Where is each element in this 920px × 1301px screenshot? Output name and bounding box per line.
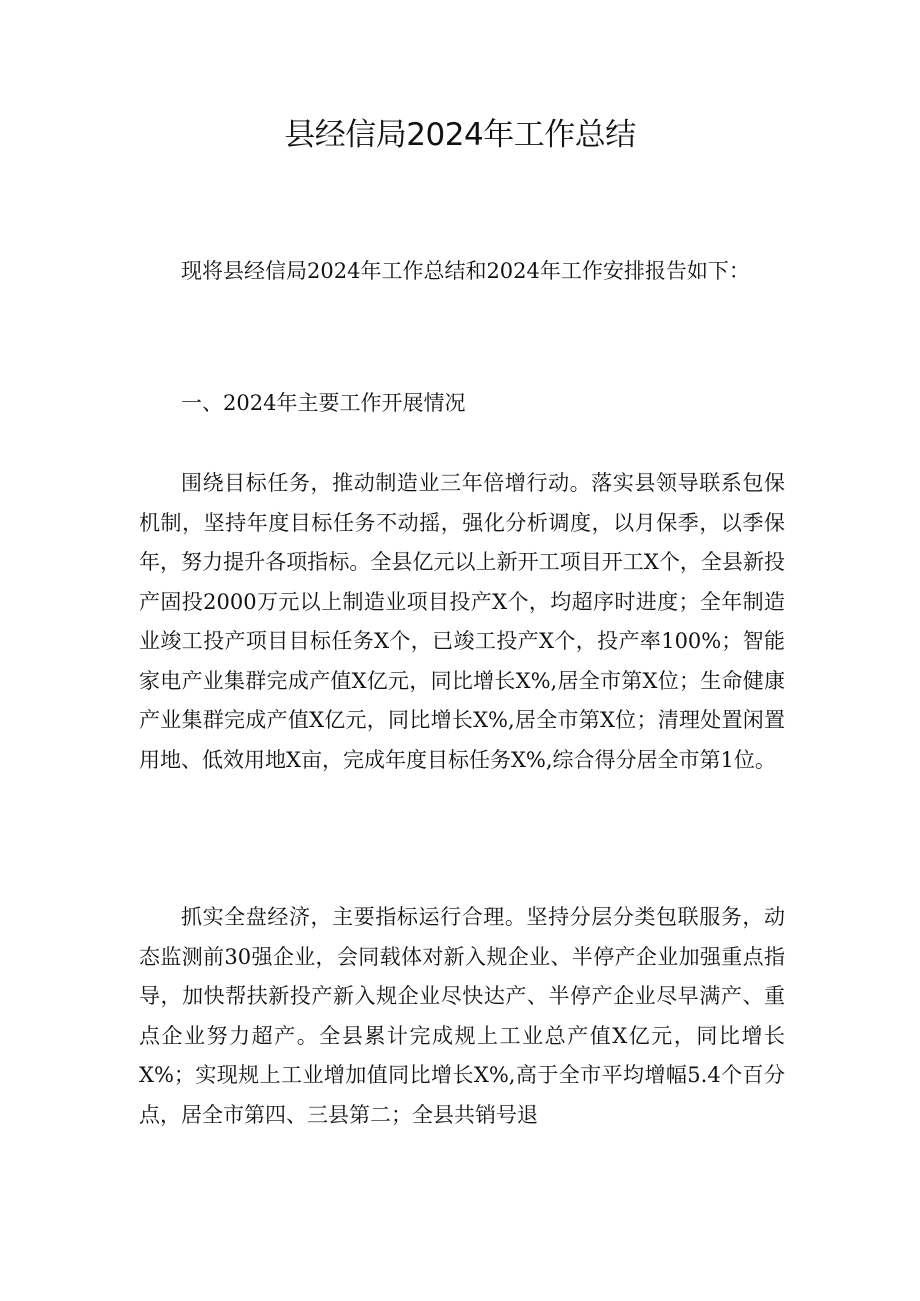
intro-paragraph: 现将县经信局2024年工作总结和2024年工作安排报告如下： <box>181 259 750 283</box>
document-title: 县经信局2024年工作总结 <box>284 117 636 153</box>
body-paragraph: 抓实全盘经济，主要指标运行合理。坚持分层分类包联服务，动态监测前30强企业，会同载体对新入规企业、半停产企业加强重点指导，加快帮扶新投产新入规企业尽快达产、半停产企业尽早满产、重点企业努力超产。全县累计完成规上工业总产值X亿元，同比增长X%；实现规上工业增加值同比增长X%,高于全市平均增幅5.4个百分点，居全市第四、三县第二；全县共销号退 <box>139 905 785 1127</box>
body-paragraph: 围绕目标任务，推动制造业三年倍增行动。落实县领导联系包保机制，坚持年度目标任务不动摇，强化分析调度，以月保季，以季保年，努力提升各项指标。全县亿元以上新开工项目开工X个，全县新投产固投2000万元以上制造业项目投产X个，均超序时进度；全年制造业竣工投产项目目标任务X个，已竣工投产X个，投产率100%；智能家电产业集群完成产值X亿元，同比增长X%,居全市第X位；生命健康产业集群完成产值X亿元，同比增长X%,居全市第X位；清理处置闲置用地、低效用地X亩，完成年度目标任务X%,综合得分居全市第1位。 <box>139 471 785 772</box>
section-heading: 一、2024年主要工作开展情况 <box>181 391 466 415</box>
